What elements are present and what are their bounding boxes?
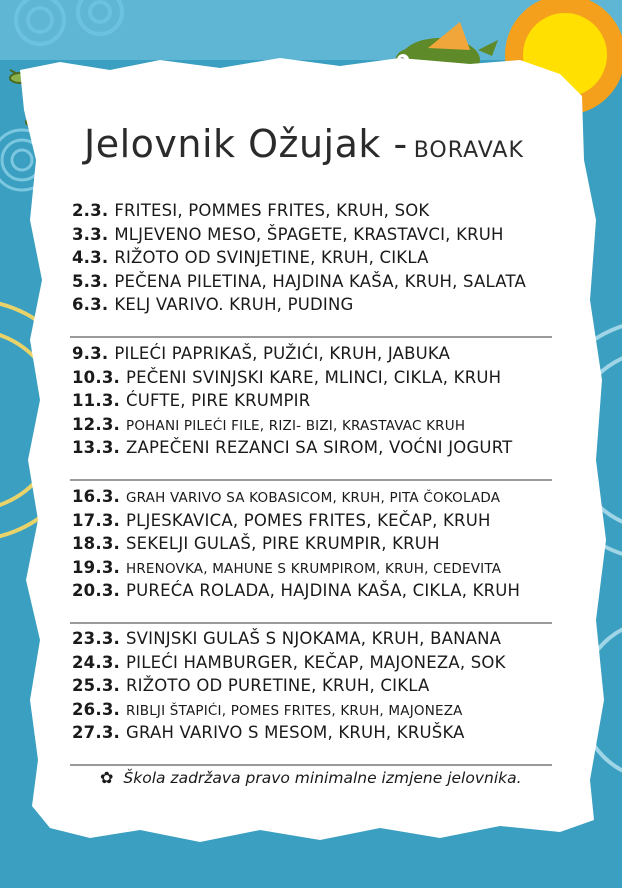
week-divider xyxy=(70,479,552,481)
menu-row xyxy=(72,627,552,651)
menu-row xyxy=(72,485,552,509)
menu-meal: POHANI PILEĆI FILE, RIZI- BIZI, KRASTAVAC KRUH xyxy=(125,417,466,434)
flower-icon: ✿ xyxy=(100,768,114,787)
footer-note xyxy=(100,768,522,787)
menu-date: 27.3. xyxy=(72,723,120,743)
menu-row xyxy=(72,366,552,390)
menu-meal: RIŽOTO OD PURETINE, KRUH, CIKLA xyxy=(125,676,430,696)
menu-date: 18.3. xyxy=(72,534,120,554)
menu-row xyxy=(72,342,552,366)
menu-row xyxy=(72,674,552,698)
menu-date: 20.3. xyxy=(72,581,120,601)
week-divider xyxy=(70,764,552,766)
menu-date: 4.3. xyxy=(72,248,109,268)
menu-date: 5.3. xyxy=(72,271,109,291)
menu-meal: PILEĆI HAMBURGER, KEČAP, MAJONEZA, SOK xyxy=(125,652,506,672)
menu-date: 24.3. xyxy=(72,652,120,672)
menu-date: 17.3. xyxy=(72,510,120,530)
menu-week-3 xyxy=(72,485,552,603)
menu-meal: PEČENI SVINJSKI KARE, MLINCI, CIKLA, KRUH xyxy=(125,367,502,387)
menu-week-1 xyxy=(72,199,552,317)
menu-meal: KELJ VARIVO. KRUH, PUDING xyxy=(114,295,354,315)
menu-row xyxy=(72,556,552,580)
menu-row xyxy=(72,413,552,437)
menu-meal: ZAPEČENI REZANCI SA SIROM, VOĆNI JOGURT xyxy=(125,438,513,458)
title-text: Jelovnik Ožujak - xyxy=(84,122,408,166)
menu-row xyxy=(72,509,552,533)
menu-meal: MLJEVENO MESO, ŠPAGETE, KRASTAVCI, KRUH xyxy=(114,224,504,244)
menu-date: 19.3. xyxy=(72,557,120,577)
menu-meal: SVINJSKI GULAŠ S NJOKAMA, KRUH, BANANA xyxy=(125,629,502,648)
subtitle-text: BORAVAK xyxy=(413,138,524,163)
menu-date: 2.3. xyxy=(72,201,109,220)
menu-meal: FRITESI, POMMES FRITES, KRUH, SOK xyxy=(114,201,430,220)
menu-meal: RIBLJI ŠTAPIĆI, POMES FRITES, KRUH, MAJONEZA xyxy=(125,702,463,719)
menu-date: 23.3. xyxy=(72,629,120,648)
menu-date: 9.3. xyxy=(72,344,109,363)
menu-week-2 xyxy=(72,342,552,460)
menu-week-4 xyxy=(72,627,552,745)
menu-meal: ĆUFTE, PIRE KRUMPIR xyxy=(125,391,311,411)
menu-meal: GRAH VARIVO S MESOM, KRUH, KRUŠKA xyxy=(125,723,465,743)
menu-row xyxy=(72,579,552,603)
menu-date: 6.3. xyxy=(72,295,109,315)
week-divider xyxy=(70,336,552,338)
menu-row xyxy=(72,651,552,675)
menu-meal: PUREĆA ROLADA, HAJDINA KAŠA, CIKLA, KRUH xyxy=(125,581,521,601)
menu-date: 13.3. xyxy=(72,438,120,458)
menu-row xyxy=(72,389,552,413)
menu-meal: PEČENA PILETINA, HAJDINA KAŠA, KRUH, SALATA xyxy=(114,271,526,291)
page-title xyxy=(84,122,524,166)
menu-date: 12.3. xyxy=(72,414,120,434)
menu-row xyxy=(72,698,552,722)
menu-date: 16.3. xyxy=(72,487,120,506)
menu-row xyxy=(72,721,552,745)
menu-row xyxy=(72,293,552,317)
menu-meal: PLJESKAVICA, POMES FRITES, KEČAP, KRUH xyxy=(125,510,491,530)
menu-row xyxy=(72,270,552,294)
week-divider xyxy=(70,622,552,624)
footer-note-text: Škola zadržava pravo minimalne izmjene jelovnika. xyxy=(123,769,522,787)
menu-row xyxy=(72,199,552,223)
menu-date: 3.3. xyxy=(72,224,109,244)
menu-date: 11.3. xyxy=(72,391,120,411)
menu-meal: HRENOVKA, MAHUNE S KRUMPIROM, KRUH, CEDEVITA xyxy=(125,560,502,577)
menu-meal: GRAH VARIVO SA KOBASICOM, KRUH, PITA ČOKOLADA xyxy=(125,490,501,506)
menu-date: 25.3. xyxy=(72,676,120,696)
menu-meal: PILEĆI PAPRIKAŠ, PUŽIĆI, KRUH, JABUKA xyxy=(114,344,451,363)
menu-meal: RIŽOTO OD SVINJETINE, KRUH, CIKLA xyxy=(114,248,429,268)
menu-row xyxy=(72,246,552,270)
menu-date: 10.3. xyxy=(72,367,120,387)
menu-date: 26.3. xyxy=(72,699,120,719)
menu-row xyxy=(72,436,552,460)
menu-row xyxy=(72,223,552,247)
menu-row xyxy=(72,532,552,556)
menu-meal: SEKELJI GULAŠ, PIRE KRUMPIR, KRUH xyxy=(125,534,440,554)
